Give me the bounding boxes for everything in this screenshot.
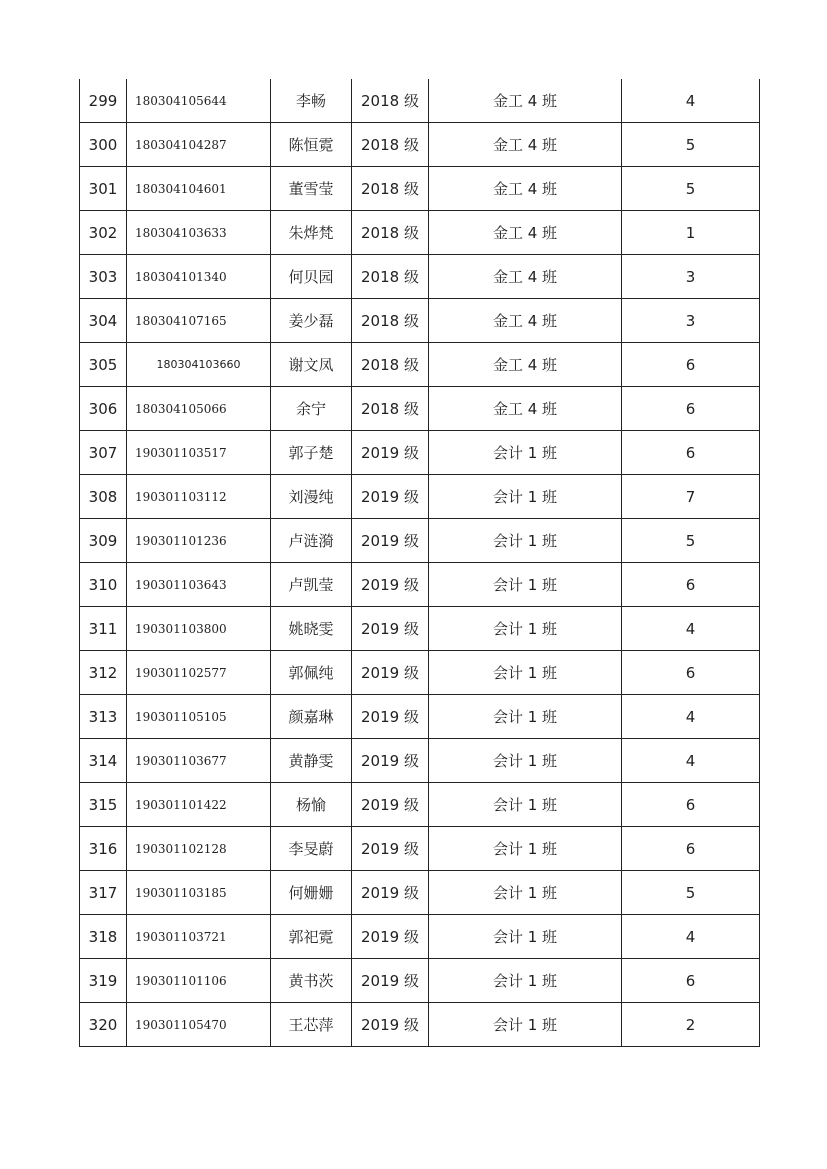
table-row [80, 343, 760, 387]
score: 1 [622, 211, 760, 255]
table-row [80, 1003, 760, 1047]
class-name: 会计 1 班 [429, 827, 622, 871]
grade-year: 2018 级 [352, 255, 429, 299]
table-row [80, 431, 760, 475]
class-name: 金工 4 班 [429, 299, 622, 343]
row-number: 303 [80, 255, 127, 299]
class-name: 会计 1 班 [429, 871, 622, 915]
student-id: 190301101422 [127, 783, 271, 827]
score: 6 [622, 563, 760, 607]
student-name: 何姗姗 [271, 871, 352, 915]
student-id: 190301103721 [127, 915, 271, 959]
score: 4 [622, 695, 760, 739]
student-id: 180304105644 [127, 79, 271, 123]
row-number: 301 [80, 167, 127, 211]
student-id: 180304103660 [127, 343, 271, 387]
grade-year: 2019 级 [352, 871, 429, 915]
student-id: 190301103517 [127, 431, 271, 475]
score: 5 [622, 519, 760, 563]
grade-year: 2018 级 [352, 123, 429, 167]
student-id: 190301105470 [127, 1003, 271, 1047]
student-name: 杨愉 [271, 783, 352, 827]
table-row [80, 255, 760, 299]
student-id: 190301103643 [127, 563, 271, 607]
student-id: 190301101106 [127, 959, 271, 1003]
student-id: 180304101340 [127, 255, 271, 299]
score: 6 [622, 651, 760, 695]
table-row [80, 915, 760, 959]
grade-year: 2019 级 [352, 827, 429, 871]
class-name: 会计 1 班 [429, 431, 622, 475]
row-number: 302 [80, 211, 127, 255]
grade-year: 2019 级 [352, 475, 429, 519]
student-name: 陈恒霓 [271, 123, 352, 167]
row-number: 306 [80, 387, 127, 431]
class-name: 会计 1 班 [429, 651, 622, 695]
grade-year: 2018 级 [352, 79, 429, 123]
class-name: 会计 1 班 [429, 475, 622, 519]
row-number: 312 [80, 651, 127, 695]
class-name: 金工 4 班 [429, 343, 622, 387]
table-row [80, 123, 760, 167]
student-id: 180304104287 [127, 123, 271, 167]
grade-year: 2018 级 [352, 211, 429, 255]
table-row [80, 651, 760, 695]
class-name: 金工 4 班 [429, 79, 622, 123]
student-name: 郭祀霓 [271, 915, 352, 959]
score: 3 [622, 255, 760, 299]
student-name: 姚晓雯 [271, 607, 352, 651]
score: 4 [622, 79, 760, 123]
grade-year: 2019 级 [352, 739, 429, 783]
student-name: 黄静雯 [271, 739, 352, 783]
class-name: 会计 1 班 [429, 915, 622, 959]
student-name: 黄书茨 [271, 959, 352, 1003]
class-name: 金工 4 班 [429, 255, 622, 299]
student-id: 190301103112 [127, 475, 271, 519]
table-row [80, 211, 760, 255]
grade-year: 2019 级 [352, 695, 429, 739]
student-id: 190301103185 [127, 871, 271, 915]
row-number: 313 [80, 695, 127, 739]
score: 4 [622, 739, 760, 783]
table-row [80, 827, 760, 871]
grade-year: 2018 级 [352, 343, 429, 387]
row-number: 316 [80, 827, 127, 871]
table-row [80, 299, 760, 343]
student-name: 卢涟漪 [271, 519, 352, 563]
row-number: 314 [80, 739, 127, 783]
score: 6 [622, 431, 760, 475]
score: 2 [622, 1003, 760, 1047]
row-number: 317 [80, 871, 127, 915]
grade-year: 2019 级 [352, 519, 429, 563]
grade-year: 2018 级 [352, 167, 429, 211]
grade-year: 2019 级 [352, 959, 429, 1003]
score: 5 [622, 871, 760, 915]
class-name: 会计 1 班 [429, 959, 622, 1003]
class-name: 会计 1 班 [429, 607, 622, 651]
row-number: 305 [80, 343, 127, 387]
class-name: 会计 1 班 [429, 563, 622, 607]
student-name: 谢文凤 [271, 343, 352, 387]
student-name: 李旻蔚 [271, 827, 352, 871]
table-row [80, 739, 760, 783]
class-name: 会计 1 班 [429, 783, 622, 827]
student-id: 180304104601 [127, 167, 271, 211]
grade-year: 2018 级 [352, 387, 429, 431]
score: 6 [622, 827, 760, 871]
grade-year: 2018 级 [352, 299, 429, 343]
student-id: 190301102577 [127, 651, 271, 695]
student-id: 180304105066 [127, 387, 271, 431]
score: 7 [622, 475, 760, 519]
row-number: 308 [80, 475, 127, 519]
row-number: 299 [80, 79, 127, 123]
grade-year: 2019 级 [352, 1003, 429, 1047]
student-name: 刘漫纯 [271, 475, 352, 519]
score: 6 [622, 387, 760, 431]
student-id: 190301102128 [127, 827, 271, 871]
grade-year: 2019 级 [352, 651, 429, 695]
table-row [80, 871, 760, 915]
class-name: 金工 4 班 [429, 211, 622, 255]
row-number: 304 [80, 299, 127, 343]
student-id: 190301103677 [127, 739, 271, 783]
class-name: 会计 1 班 [429, 1003, 622, 1047]
table-row [80, 695, 760, 739]
row-number: 319 [80, 959, 127, 1003]
row-number: 300 [80, 123, 127, 167]
table-row [80, 959, 760, 1003]
row-number: 318 [80, 915, 127, 959]
student-id: 180304103633 [127, 211, 271, 255]
grade-year: 2019 级 [352, 915, 429, 959]
student-id: 180304107165 [127, 299, 271, 343]
table-row [80, 475, 760, 519]
score: 5 [622, 167, 760, 211]
table-row [80, 519, 760, 563]
class-name: 金工 4 班 [429, 387, 622, 431]
score: 6 [622, 783, 760, 827]
class-name: 会计 1 班 [429, 695, 622, 739]
student-name: 余宁 [271, 387, 352, 431]
table-row [80, 607, 760, 651]
student-id: 190301105105 [127, 695, 271, 739]
class-name: 会计 1 班 [429, 519, 622, 563]
class-name: 会计 1 班 [429, 739, 622, 783]
score: 4 [622, 607, 760, 651]
score: 5 [622, 123, 760, 167]
student-name: 何贝园 [271, 255, 352, 299]
grade-year: 2019 级 [352, 431, 429, 475]
table-row [80, 79, 760, 123]
grade-year: 2019 级 [352, 563, 429, 607]
table-row [80, 783, 760, 827]
table-row [80, 563, 760, 607]
student-name: 王芯萍 [271, 1003, 352, 1047]
student-name: 卢凯莹 [271, 563, 352, 607]
class-name: 金工 4 班 [429, 123, 622, 167]
student-name: 朱烨梵 [271, 211, 352, 255]
row-number: 310 [80, 563, 127, 607]
student-id: 190301101236 [127, 519, 271, 563]
grade-year: 2019 级 [352, 783, 429, 827]
student-id: 190301103800 [127, 607, 271, 651]
student-name: 董雪莹 [271, 167, 352, 211]
score: 4 [622, 915, 760, 959]
student-name: 郭子楚 [271, 431, 352, 475]
student-name: 郭佩纯 [271, 651, 352, 695]
table-row [80, 167, 760, 211]
student-name: 姜少磊 [271, 299, 352, 343]
student-roster-table [79, 79, 760, 1047]
row-number: 315 [80, 783, 127, 827]
row-number: 309 [80, 519, 127, 563]
table-row [80, 387, 760, 431]
class-name: 金工 4 班 [429, 167, 622, 211]
score: 6 [622, 959, 760, 1003]
student-name: 颜嘉琳 [271, 695, 352, 739]
row-number: 307 [80, 431, 127, 475]
grade-year: 2019 级 [352, 607, 429, 651]
score: 3 [622, 299, 760, 343]
row-number: 311 [80, 607, 127, 651]
student-name: 李畅 [271, 79, 352, 123]
row-number: 320 [80, 1003, 127, 1047]
roster-body [80, 79, 760, 1047]
score: 6 [622, 343, 760, 387]
